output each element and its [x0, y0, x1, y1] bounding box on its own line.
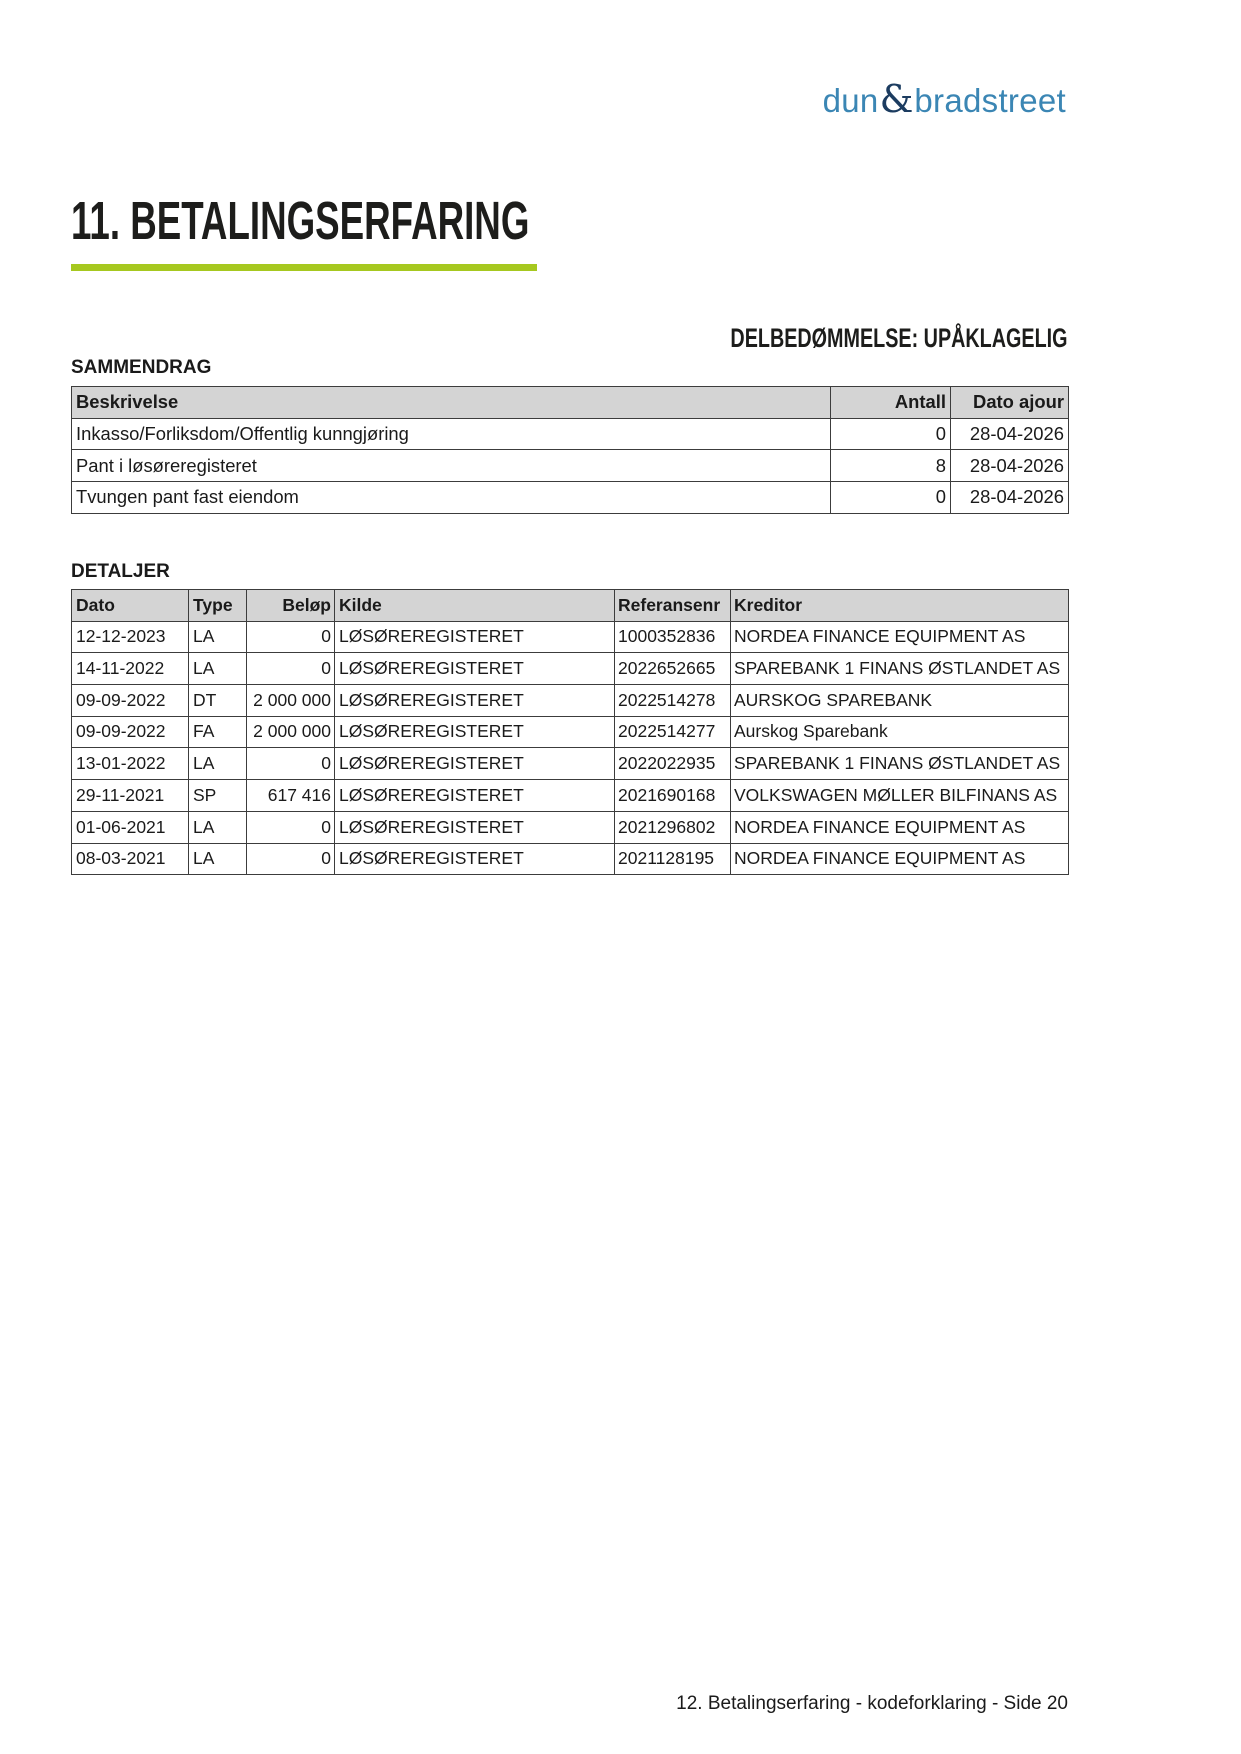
cell-amount: 617 416 [247, 780, 335, 812]
logo-text-bradstreet: bradstreet [914, 82, 1066, 119]
cell-count: 8 [831, 450, 951, 482]
table-row [72, 685, 1069, 717]
cell-amount: 0 [247, 748, 335, 780]
summary-table [71, 386, 1069, 514]
summary-heading: SAMMENDRAG [71, 357, 212, 378]
cell-creditor: SPAREBANK 1 FINANS ØSTLANDET AS [731, 748, 1069, 780]
cell-date: 29-11-2021 [72, 780, 189, 812]
table-row [72, 482, 1069, 514]
cell-date-updated: 28-04-2026 [951, 450, 1069, 482]
table-row [72, 843, 1069, 875]
cell-type: LA [189, 843, 247, 875]
sub-rating: DELBEDØMMELSE: UPÅKLAGELIG [730, 323, 1068, 353]
cell-date-updated: 28-04-2026 [951, 418, 1069, 450]
cell-type: FA [189, 716, 247, 748]
column-header-date-updated: Dato ajour [951, 387, 1069, 419]
details-table [71, 589, 1069, 875]
cell-creditor: NORDEA FINANCE EQUIPMENT AS [731, 843, 1069, 875]
cell-reference: 2021690168 [615, 780, 731, 812]
cell-date: 12-12-2023 [72, 621, 189, 653]
cell-creditor: NORDEA FINANCE EQUIPMENT AS [731, 621, 1069, 653]
cell-source: LØSØREREGISTERET [335, 621, 615, 653]
cell-date: 01-06-2021 [72, 811, 189, 843]
column-header-date: Dato [72, 590, 189, 622]
summary-header-row [72, 387, 1069, 419]
cell-creditor: SPAREBANK 1 FINANS ØSTLANDET AS [731, 653, 1069, 685]
table-row [72, 450, 1069, 482]
cell-amount: 2 000 000 [247, 685, 335, 717]
table-row [72, 621, 1069, 653]
cell-source: LØSØREREGISTERET [335, 748, 615, 780]
cell-type: LA [189, 621, 247, 653]
cell-description: Tvungen pant fast eiendom [72, 482, 831, 514]
cell-amount: 2 000 000 [247, 716, 335, 748]
column-header-amount: Beløp [247, 590, 335, 622]
cell-source: LØSØREREGISTERET [335, 843, 615, 875]
company-logo [823, 79, 1066, 121]
cell-source: LØSØREREGISTERET [335, 811, 615, 843]
page-footer: 12. Betalingserfaring - kodeforklaring - Side 20 [676, 1693, 1068, 1714]
logo-text-dun: dun [822, 82, 879, 119]
title-underline [71, 264, 537, 271]
cell-reference: 2022514277 [615, 716, 731, 748]
cell-amount: 0 [247, 621, 335, 653]
cell-amount: 0 [247, 843, 335, 875]
cell-date: 13-01-2022 [72, 748, 189, 780]
cell-source: LØSØREREGISTERET [335, 780, 615, 812]
column-header-type: Type [189, 590, 247, 622]
table-row [72, 653, 1069, 685]
cell-date: 14-11-2022 [72, 653, 189, 685]
cell-type: LA [189, 811, 247, 843]
cell-creditor: Aurskog Sparebank [731, 716, 1069, 748]
cell-reference: 2021128195 [615, 843, 731, 875]
cell-reference: 2022514278 [615, 685, 731, 717]
details-header-row [72, 590, 1069, 622]
logo-ampersand: & [879, 77, 914, 121]
cell-date: 09-09-2022 [72, 716, 189, 748]
table-row [72, 418, 1069, 450]
cell-type: LA [189, 748, 247, 780]
cell-creditor: NORDEA FINANCE EQUIPMENT AS [731, 811, 1069, 843]
column-header-count: Antall [831, 387, 951, 419]
cell-amount: 0 [247, 653, 335, 685]
cell-description: Pant i løsøreregisteret [72, 450, 831, 482]
cell-type: LA [189, 653, 247, 685]
page-title: 11. BETALINGSERFARING [71, 191, 530, 251]
cell-date: 08-03-2021 [72, 843, 189, 875]
table-row [72, 780, 1069, 812]
cell-amount: 0 [247, 811, 335, 843]
cell-reference: 2021296802 [615, 811, 731, 843]
table-row [72, 748, 1069, 780]
column-header-creditor: Kreditor [731, 590, 1069, 622]
cell-creditor: VOLKSWAGEN MØLLER BILFINANS AS [731, 780, 1069, 812]
cell-date-updated: 28-04-2026 [951, 482, 1069, 514]
cell-reference: 1000352836 [615, 621, 731, 653]
cell-reference: 2022022935 [615, 748, 731, 780]
cell-creditor: AURSKOG SPAREBANK [731, 685, 1069, 717]
cell-date: 09-09-2022 [72, 685, 189, 717]
cell-reference: 2022652665 [615, 653, 731, 685]
column-header-description: Beskrivelse [72, 387, 831, 419]
cell-description: Inkasso/Forliksdom/Offentlig kunngjøring [72, 418, 831, 450]
cell-source: LØSØREREGISTERET [335, 685, 615, 717]
cell-count: 0 [831, 418, 951, 450]
column-header-reference: Referansenr [615, 590, 731, 622]
table-row [72, 716, 1069, 748]
cell-type: DT [189, 685, 247, 717]
cell-type: SP [189, 780, 247, 812]
details-heading: DETALJER [71, 561, 170, 582]
cell-count: 0 [831, 482, 951, 514]
column-header-source: Kilde [335, 590, 615, 622]
table-row [72, 811, 1069, 843]
cell-source: LØSØREREGISTERET [335, 653, 615, 685]
cell-source: LØSØREREGISTERET [335, 716, 615, 748]
